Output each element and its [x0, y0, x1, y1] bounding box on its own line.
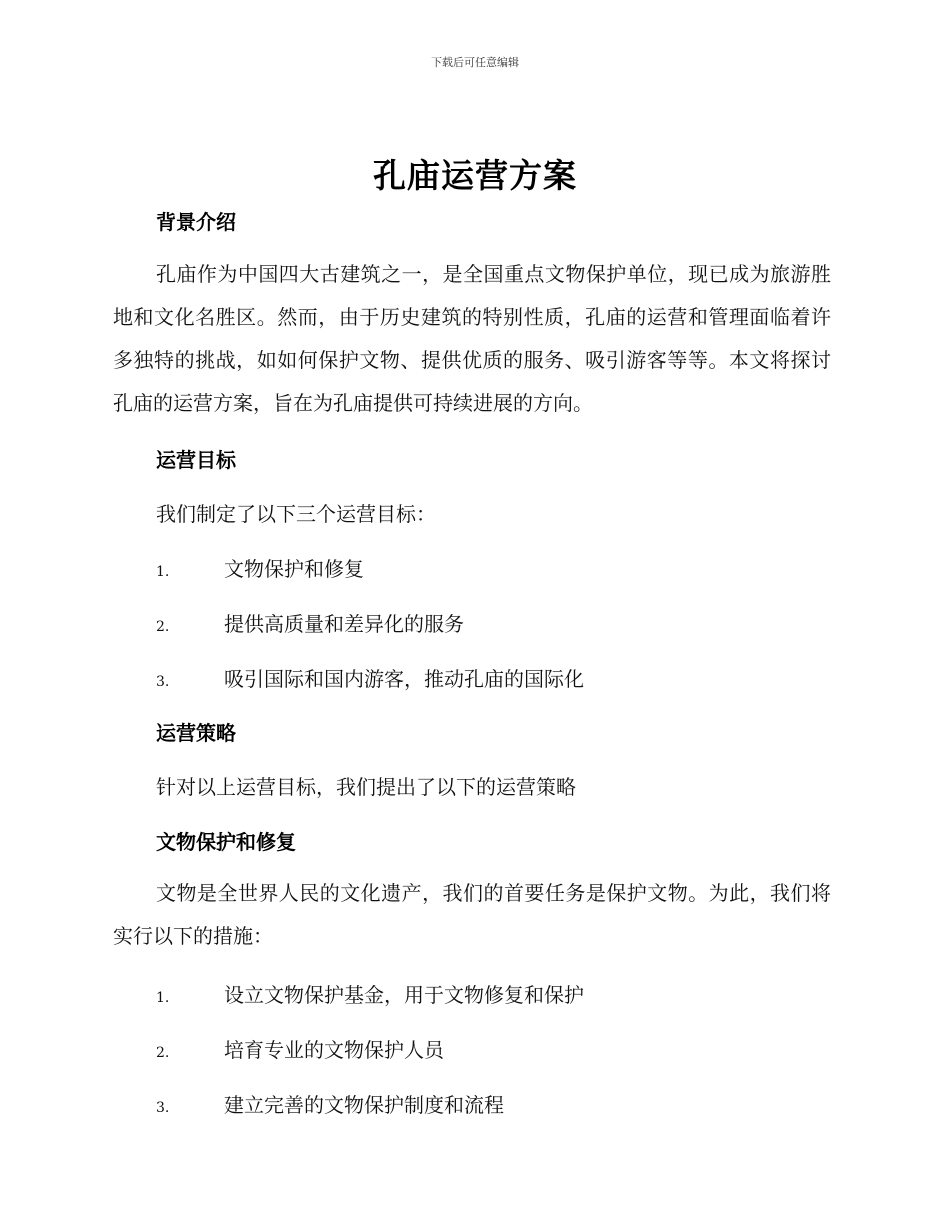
- list-item-text: 培育专业的文物保护人员: [224, 1038, 444, 1062]
- goals-list-item: [156, 608, 464, 637]
- list-item-text: 提供高质量和差异化的服务: [224, 612, 464, 636]
- list-number: 1.: [156, 564, 170, 580]
- list-number: 3.: [156, 674, 170, 690]
- list-number: 3.: [156, 1100, 170, 1116]
- page-header-note: 下载后可任意编辑: [431, 56, 519, 69]
- goals-intro: 我们制定了以下三个运营目标：: [156, 502, 436, 526]
- goals-list-item: [156, 663, 584, 692]
- protection-list-item: [156, 1089, 504, 1118]
- paragraph-protection: 文物是全世界人民的文化遗产，我们的首要任务是保护文物。为此，我们将实行以下的措施：: [113, 881, 831, 948]
- list-item-text: 设立文物保护基金，用于文物修复和保护: [224, 983, 584, 1007]
- paragraph-background: 孔庙作为中国四大古建筑之一，是全国重点文物保护单位，现已成为旅游胜地和文化名胜区。然而，由于历史建筑的特别性质，孔庙的运营和管理面临着许多独特的挑战，如如何保护文物、提供优质的服务、吸引游客等等。本文将探讨孔庙的运营方案，旨在为孔庙提供可持续进展的方向。: [113, 262, 831, 415]
- list-number: 1.: [156, 990, 170, 1006]
- heading-strategy: 运营策略: [156, 721, 236, 745]
- protection-list-item: [156, 979, 584, 1008]
- list-number: 2.: [156, 619, 170, 635]
- list-item-text: 吸引国际和国内游客，推动孔庙的国际化: [224, 667, 584, 691]
- list-item-text: 建立完善的文物保护制度和流程: [224, 1093, 504, 1117]
- protection-list-item: [156, 1034, 444, 1063]
- document-title: 孔庙运营方案: [373, 156, 577, 195]
- heading-goals: 运营目标: [156, 448, 236, 472]
- heading-background: 背景介绍: [156, 210, 236, 234]
- heading-protection: 文物保护和修复: [156, 830, 296, 854]
- list-number: 2.: [156, 1045, 170, 1061]
- list-item-text: 文物保护和修复: [224, 557, 364, 581]
- goals-list-item: [156, 553, 364, 582]
- strategy-intro: 针对以上运营目标，我们提出了以下的运营策略: [156, 775, 576, 799]
